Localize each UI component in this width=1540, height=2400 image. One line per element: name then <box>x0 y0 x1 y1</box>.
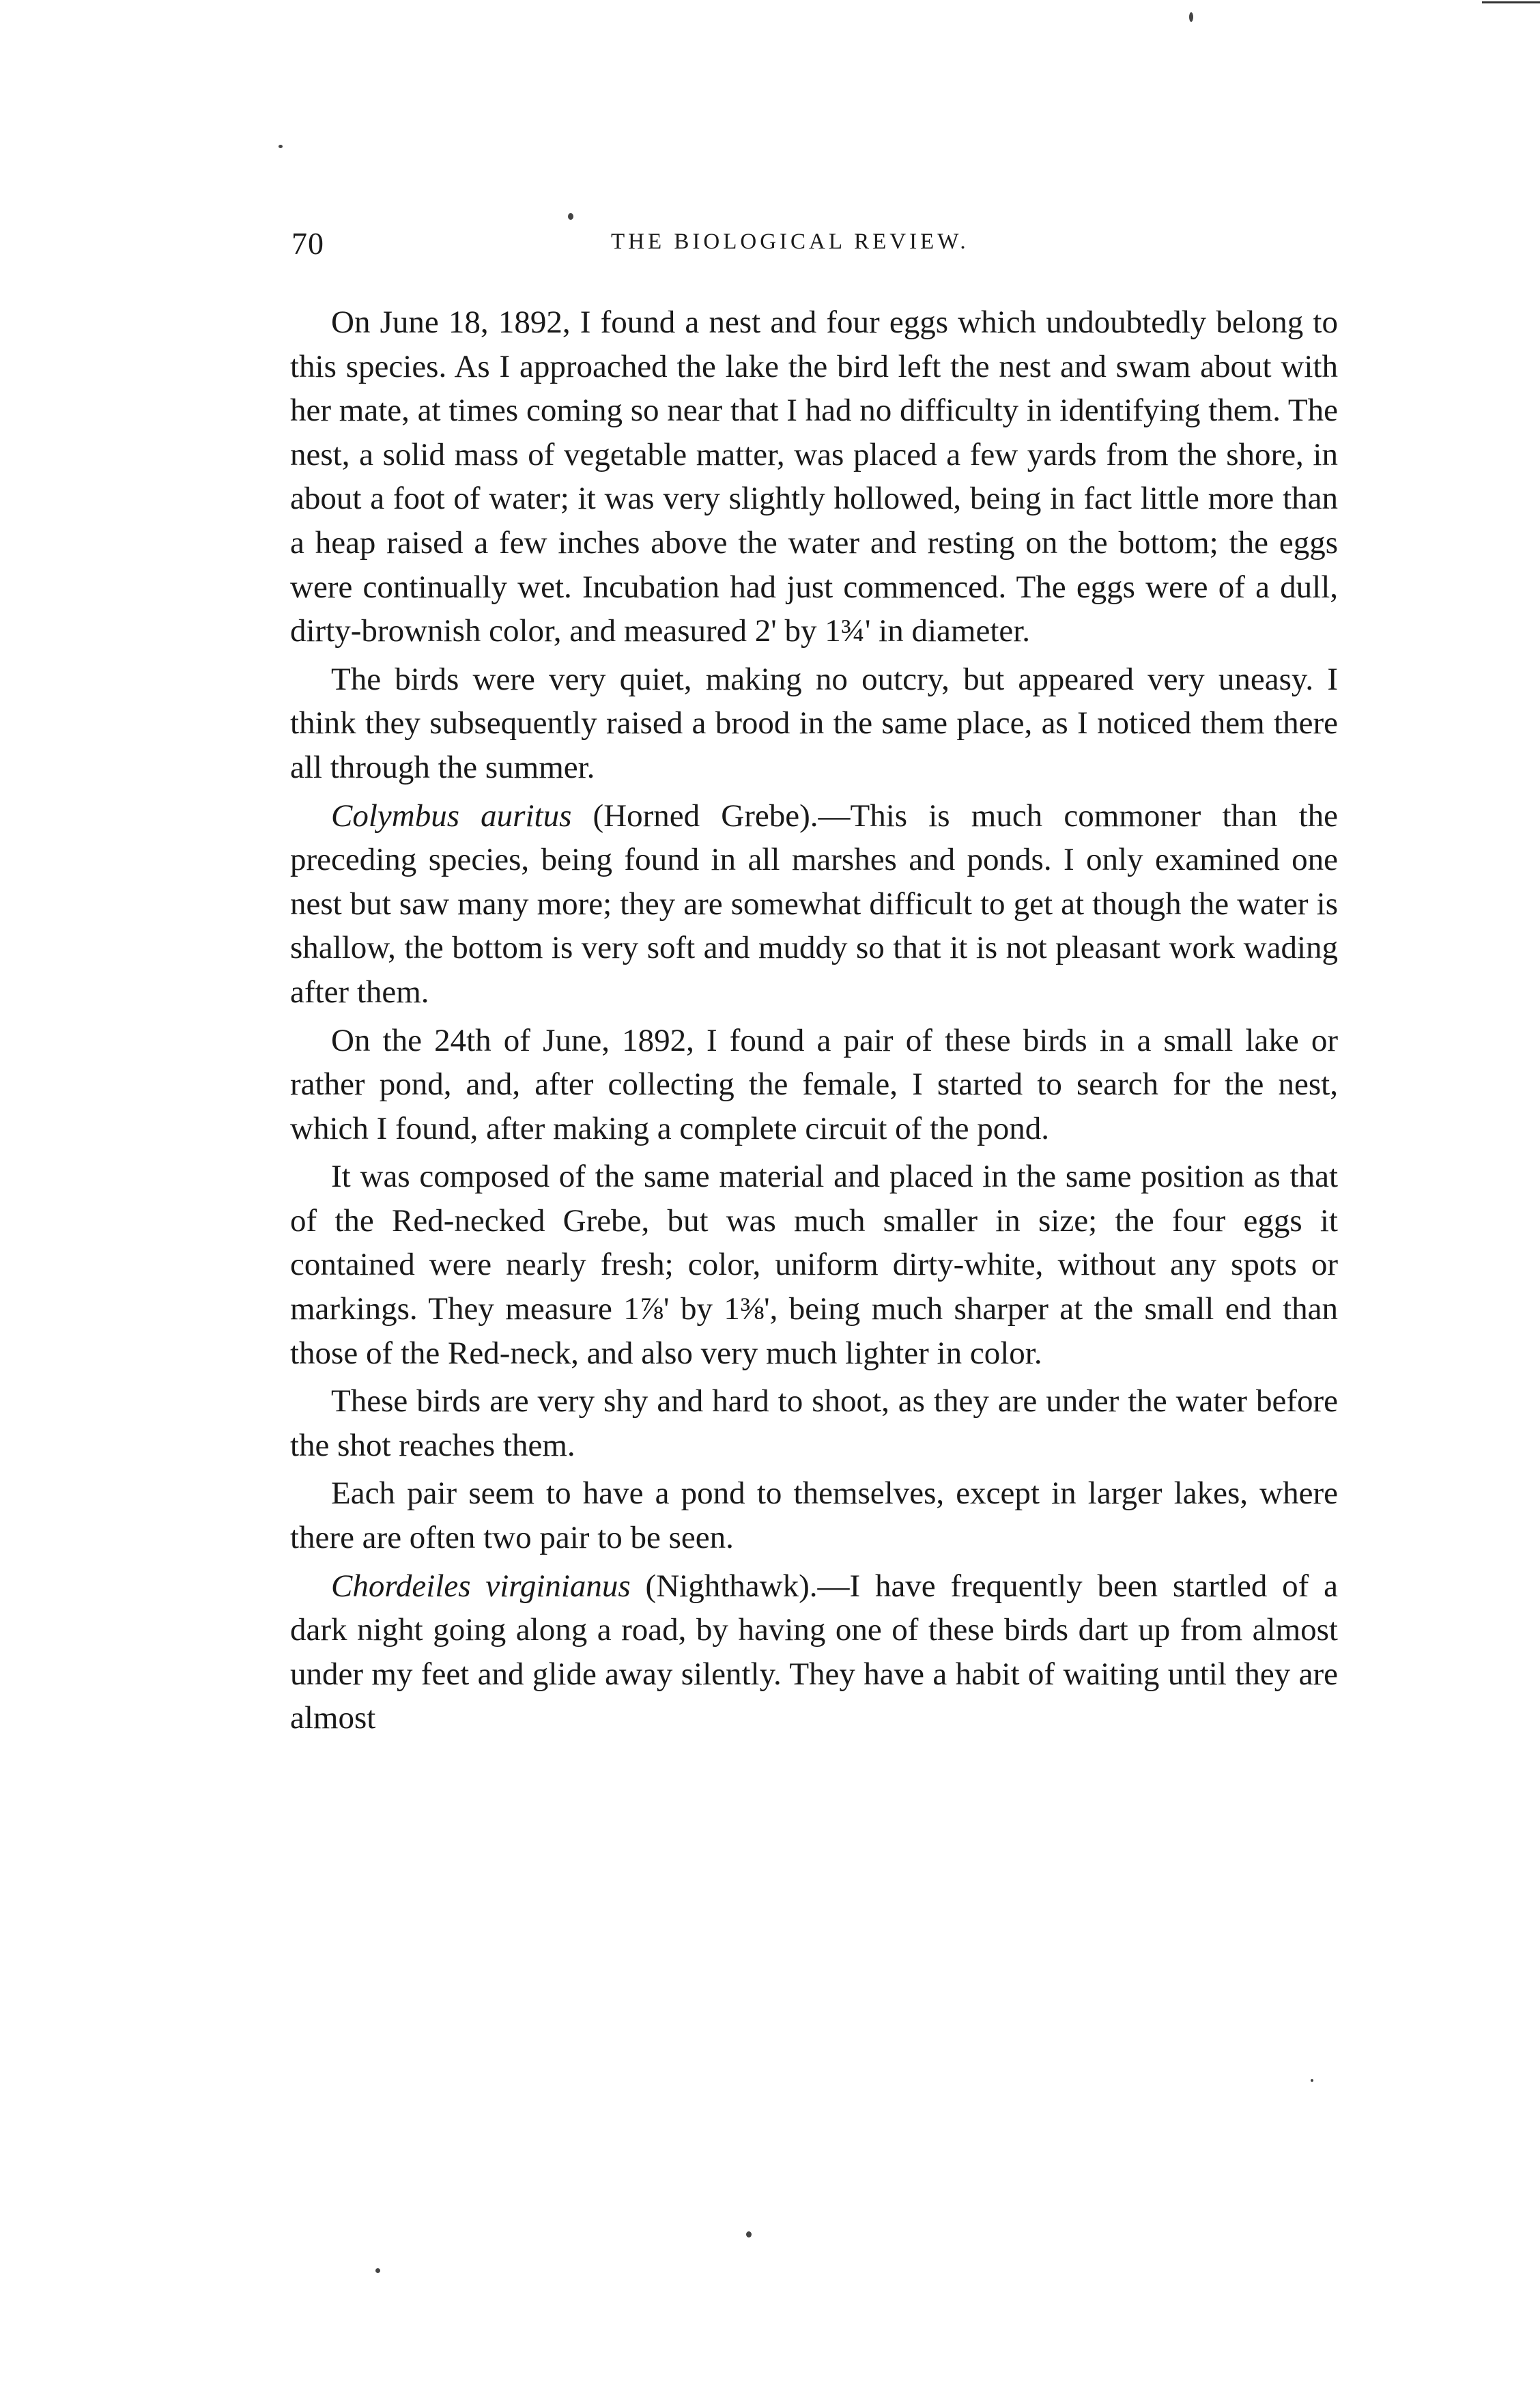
paragraph-text: (Nighthawk).—I have frequently been startled of a dark night going along a road, by having one of these birds dart up from almost under my feet and glide away silently. They have a habit of waiting until they are almost <box>290 1568 1339 1736</box>
text-body <box>290 300 1338 1745</box>
species-name: Colymbus auritus <box>331 797 572 834</box>
scan-speck <box>279 145 283 148</box>
paragraph: On the 24th of June, 1892, I found a pair of these birds in a small lake or rather pond, and, after collecting the female, I started to search for the nest, which I found, after making a complete circuit of the pond. <box>290 1022 1338 1146</box>
paragraph <box>290 1564 1338 1740</box>
paragraph-text: (Horned Grebe).—This is much commoner than the preceding species, being found in all marshes and ponds. I only examined one nest but saw many more; they are somewhat difficult to get at though the water is shallow, the bottom is very soft and muddy so that it is not pleasant work wading after them. <box>290 797 1338 1010</box>
running-header <box>0 225 1540 266</box>
scan-speck <box>568 213 573 220</box>
paragraph: Each pair seem to have a pond to themselves, except in larger lakes, where there are often two pair to be seen. <box>290 1476 1338 1556</box>
scan-speck <box>375 2268 380 2273</box>
journal-title: THE BIOLOGICAL REVIEW. <box>611 229 969 254</box>
scan-speck <box>1311 2079 1313 2082</box>
paragraph: It was composed of the same material and placed in the same position as that of the Red-necked Grebe, but was much smaller in size; the four eggs it contained were nearly fresh; color, uniform dirty-white, without any spots or markings. They measure 1⅞' by 1⅜', being much sharper at the small end than those of the Red-neck, and also very much lighter in color. <box>290 1159 1338 1371</box>
scan-speck <box>746 2231 752 2237</box>
page-number: 70 <box>291 226 324 261</box>
paragraph <box>290 794 1338 1015</box>
paragraph: On June 18, 1892, I found a nest and four eggs which undoubtedly belong to this species. As I approached the lake the bird left the nest and swam about with her mate, at times coming so near that I had no difficulty in identifying them. The nest, a solid mass of vegetable matter, was placed a few yards from the shore, in about a foot of water; it was very slightly hollowed, being in fact little more than a heap raised a few inches above the water and resting on the bottom; the eggs were continually wet. Incubation had just commenced. The eggs were of a dull, dirty-brownish color, and measured 2' by 1¾' in diameter. <box>290 305 1338 649</box>
scan-speck <box>1189 12 1193 22</box>
scan-edge-mark <box>1482 1 1540 3</box>
paragraph: The birds were very quiet, making no outcry, but appeared very uneasy. I think they subsequently raised a brood in the same place, as I noticed them there all through the summer. <box>290 661 1338 785</box>
paragraph: These birds are very shy and hard to shoot, as they are under the water before the shot reaches them. <box>290 1383 1338 1463</box>
species-name: Chordeiles virginianus <box>331 1568 631 1604</box>
